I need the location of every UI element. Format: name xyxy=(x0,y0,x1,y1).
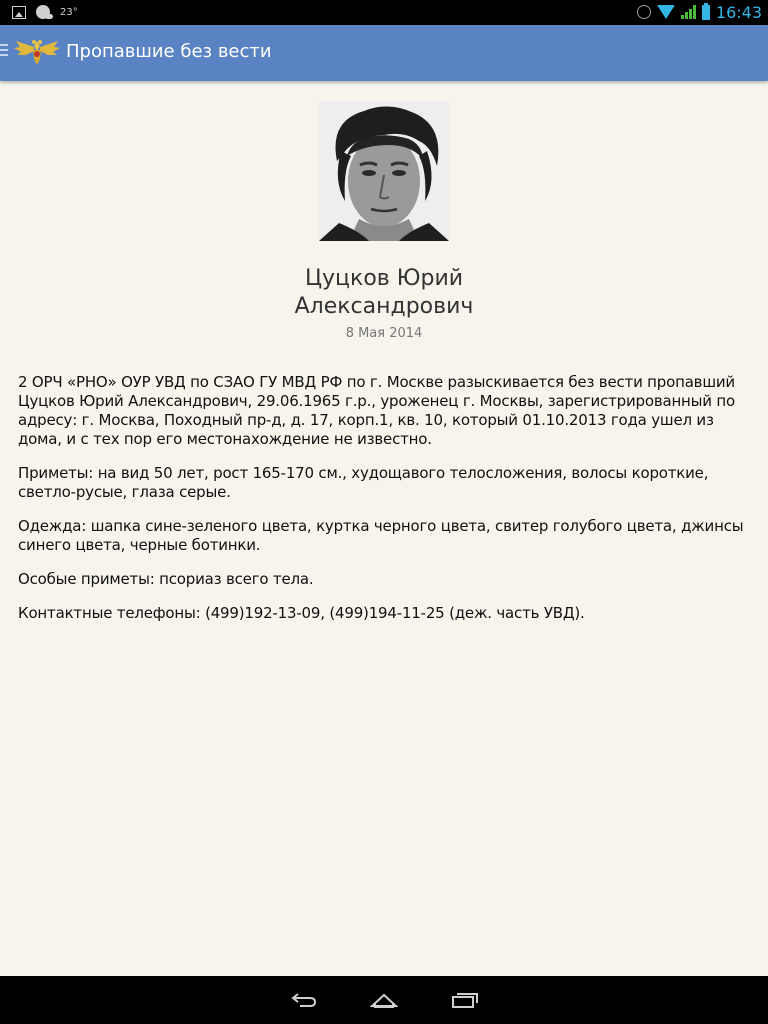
nav-bar xyxy=(0,976,768,1024)
back-icon[interactable] xyxy=(290,991,318,1009)
signal-icon xyxy=(681,5,696,19)
action-bar xyxy=(0,25,768,81)
description-paragraph: Контактные телефоны: (499)192-13-09, (499)194-11-25 (деж. часть УВД). xyxy=(18,604,585,622)
alarm-icon xyxy=(637,5,651,19)
battery-icon xyxy=(702,5,710,20)
description-paragraph: Особые приметы: псориаз всего тела. xyxy=(18,570,314,588)
temperature: 23° xyxy=(60,6,78,18)
home-icon[interactable] xyxy=(370,991,398,1009)
weather-icon xyxy=(36,5,50,19)
recent-apps-icon[interactable] xyxy=(451,991,479,1009)
status-bar xyxy=(0,0,768,25)
person-photo xyxy=(319,101,449,241)
content xyxy=(0,81,768,976)
description xyxy=(18,373,753,638)
app-title: Пропавшие без вести xyxy=(66,41,272,62)
person-name xyxy=(184,265,584,321)
description-paragraph: Одежда: шапка сине-зеленого цвета, куртка черного цвета, свитер голубого цвета, джинсы синего цвета, черные ботинки. xyxy=(18,517,744,554)
description-paragraph: 2 ОРЧ «РНО» ОУР УВД по СЗАО ГУ МВД РФ по г. Москве разыскивается без вести пропавший Цуцков Юрий Александрович, 29.06.1965 г.р., уроженец г. Москвы, зарегистрированный по адресу: г. Москва, Походный пр-д, д. 17, корп.1, кв. 10, который 01.10.2013 года ушел из дома, и с тех пор его местонахождение не известно. xyxy=(18,373,736,448)
person-name-line2: Александрович xyxy=(294,294,474,319)
emblem-icon[interactable] xyxy=(14,37,60,67)
clock: 16:43 xyxy=(715,2,762,22)
person-name-line1: Цуцков Юрий xyxy=(304,266,464,291)
wifi-icon xyxy=(657,5,675,19)
drawer-icon[interactable] xyxy=(0,44,8,60)
gallery-icon xyxy=(12,6,26,19)
publish-date: 8 Мая 2014 xyxy=(345,326,423,341)
description-paragraph: Приметы: на вид 50 лет, рост 165-170 см., худощавого телосложения, волосы короткие, светло-русые, глаза серые. xyxy=(18,464,709,501)
